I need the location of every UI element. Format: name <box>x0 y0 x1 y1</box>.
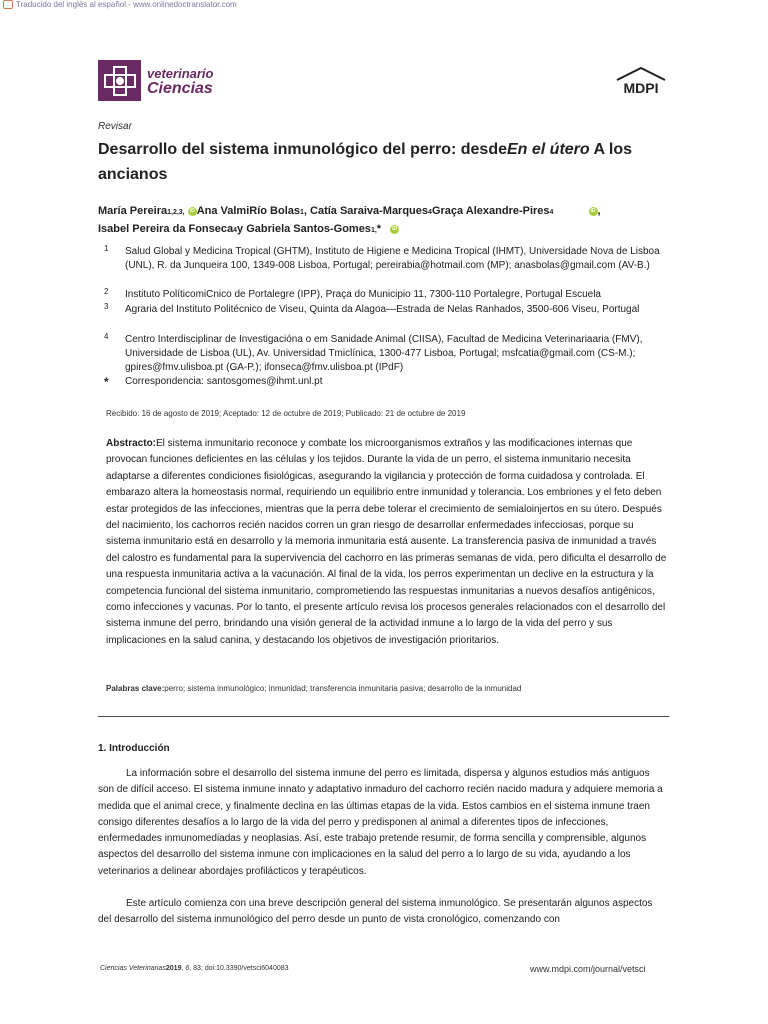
journal-logo <box>98 60 213 101</box>
mdpi-logo <box>613 66 669 105</box>
affiliation-2: 2 Instituto PolíticomiCnico de Portalegre (IPP), Praça do Municipio 11, 7300-110 Portalegre, Portugal Escuela <box>104 287 601 300</box>
author-list: María Pereira1,2,3, iD Ana ValmiRío Bolas1, Catía Saraiva-Marques4Graça Alexandre-Pires4 iD , Isabel Pereira da Fonseca4y Gabriela Santos-Gomes1,* iD <box>98 205 601 235</box>
affiliation-4: 4 Centro Interdisciplinar de Investigacióna o em Sanidade Animal (CIISA), Facultad de Medicina Veterinariaaria (FMV), Universidade de Lisboa (UL), Av. Universidad Tmiclínica, 1300-477 Lisboa, Portugal; msfcatia@gmail.com (CS-M.); gpires@fmv.ulisboa.pt (GA-P.); ifonseca@fmv.ulisboa.pt (IPdF) <box>104 332 643 373</box>
journal-name-line2: Ciencias <box>147 79 213 97</box>
translator-text[interactable]: Traducido del inglés al español - www.onlinedoctranslator.com <box>16 0 237 9</box>
orcid-icon[interactable]: iD <box>392 225 398 232</box>
paragraph: La información sobre el desarrollo del sistema inmune del perro es limitada, dispersa y algunos estudios más antiguos son de difícil acceso. El sistema inmune innato y adaptativo inmaduro del cachorro recién nacido madura y adquiere memoria a medida que el animal crece, y finalmente declina en las últimas etapas de la vida. Estos cambios en el sistema inmune traen consigo diferentes desafíos a lo largo de la vida del perro y predisponen al animal a diferentes tipos de infecciones, enfermedades inmunomediadas y neoplasias. Así, este trabajo pretende resumir, de forma sencilla y comprensible, algunos aspectos del desarrollo del sistema inmune con implicaciones en la salud del perro a lo largo de su vida, ayudando a los veterinarios a delinear abordajes profilácticos y terapéuticos. <box>98 768 663 877</box>
translate-icon <box>3 0 13 9</box>
affiliation-3: 3 Agraria del Instituto Politécnico de Viseu, Quinta da Alagoa—Estrada de Nelas Ranhados, 3500-606 Viseu, Portugal <box>104 302 640 315</box>
keywords: Palabras clave:perro; sistema inmunológico; inmunidad; transferencia inmunitaria pasiva; desarrollo de la inmunidad <box>106 684 522 693</box>
affiliation-1: 1 Salud Global y Medicina Tropical (GHTM), Instituto de Higiene e Medicina Tropical (IHMT), Universidade Nova de Lisboa (UNL), R. da Junqueira 100, 1349-008 Lisboa, Portugal; pereirabia@hotmail.com (MP); anasbolas@gmail.com (AV-B.) <box>104 244 660 271</box>
article-type: Revisar <box>98 121 132 132</box>
section-divider <box>98 716 669 717</box>
citation-footer: Ciencias Veterinarias2019, 6, 83; doi:10.3390/vetsci6040083 <box>100 965 289 972</box>
journal-cross-icon <box>98 60 141 101</box>
publisher-name: MDPI <box>623 80 659 96</box>
publication-dates: Recibido: 16 de agosto de 2019; Aceptado: 12 de octubre de 2019; Publicado: 21 de octubre de 2019 <box>106 409 466 418</box>
abstract <box>106 436 668 649</box>
translator-banner[interactable] <box>3 0 237 9</box>
abstract-text: El sistema inmunitario reconoce y combate los microorganismos extraños y las modificaciones internas que provocan funciones deficientes en las células y los tejidos. Durante la vida de un perro, el sistema inmunitario necesita adaptarse a diferentes condiciones fisiológicas, asegurando la vigilancia y protección de forma cuidadosa y controlada. El embarazo altera la homeostasis normal, requiriendo un equilibrio entre inmunidad y tolerancia. Los embriones y el feto deben estar protegidos de las infecciones, mientras que la perra debe tolerar el crecimiento de semialoinjertos en su útero. Después del nacimiento, los cachorros recién nacidos corren un gran riesgo de desarrollar enfermedades infecciosas, porque su sistema inmunitario está en desarrollo y la memoria inmunitaria está ausente. La transferencia pasiva de inmunidad a través del calostro es fundamental para la supervivencia del cachorro en las primeras semanas de vida, pero dificulta el desarrollo de una respuesta inmunitaria activa a la vacunación. Al final de la vida, los perros experimentan un declive en la estructura y la competencia funcional del sistema inmunitario, comprometiendo las respuestas inmunitarias a nuevos desafíos antigénicos, como infecciones y vacunas. Por lo tanto, el presente artículo revisa los procesos generales relacionados con el desarrollo del sistema inmune del perro, brindando una visión general de la actividad inmune a lo largo de la vida del perro y sus implicaciones en la salud canina, y destacando los objetivos de investigación prioritarios. <box>106 438 667 646</box>
orcid-icon[interactable]: iD <box>189 207 195 214</box>
orcid-icon[interactable]: iD <box>590 207 596 214</box>
article-title: Desarrollo del sistema inmunológico del perro: desdeEn el útero A los ancianos <box>98 141 633 183</box>
journal-name-line1: veterinario <box>147 65 214 81</box>
journal-url[interactable]: www.mdpi.com/journal/vetsci <box>530 964 646 974</box>
paragraph: Este artículo comienza con una breve descripción general del sistema inmunológico. Se presentarán algunos aspectos del desarrollo del sistema inmunológico del perro desde un punto de vista cronológico, comenzando con <box>98 898 653 926</box>
correspondence: * Correspondencia: santosgomes@ihmt.unl.pt <box>104 375 323 389</box>
abstract-label: Abstracto: <box>106 438 157 449</box>
section-heading: 1. Introducción <box>98 743 170 754</box>
